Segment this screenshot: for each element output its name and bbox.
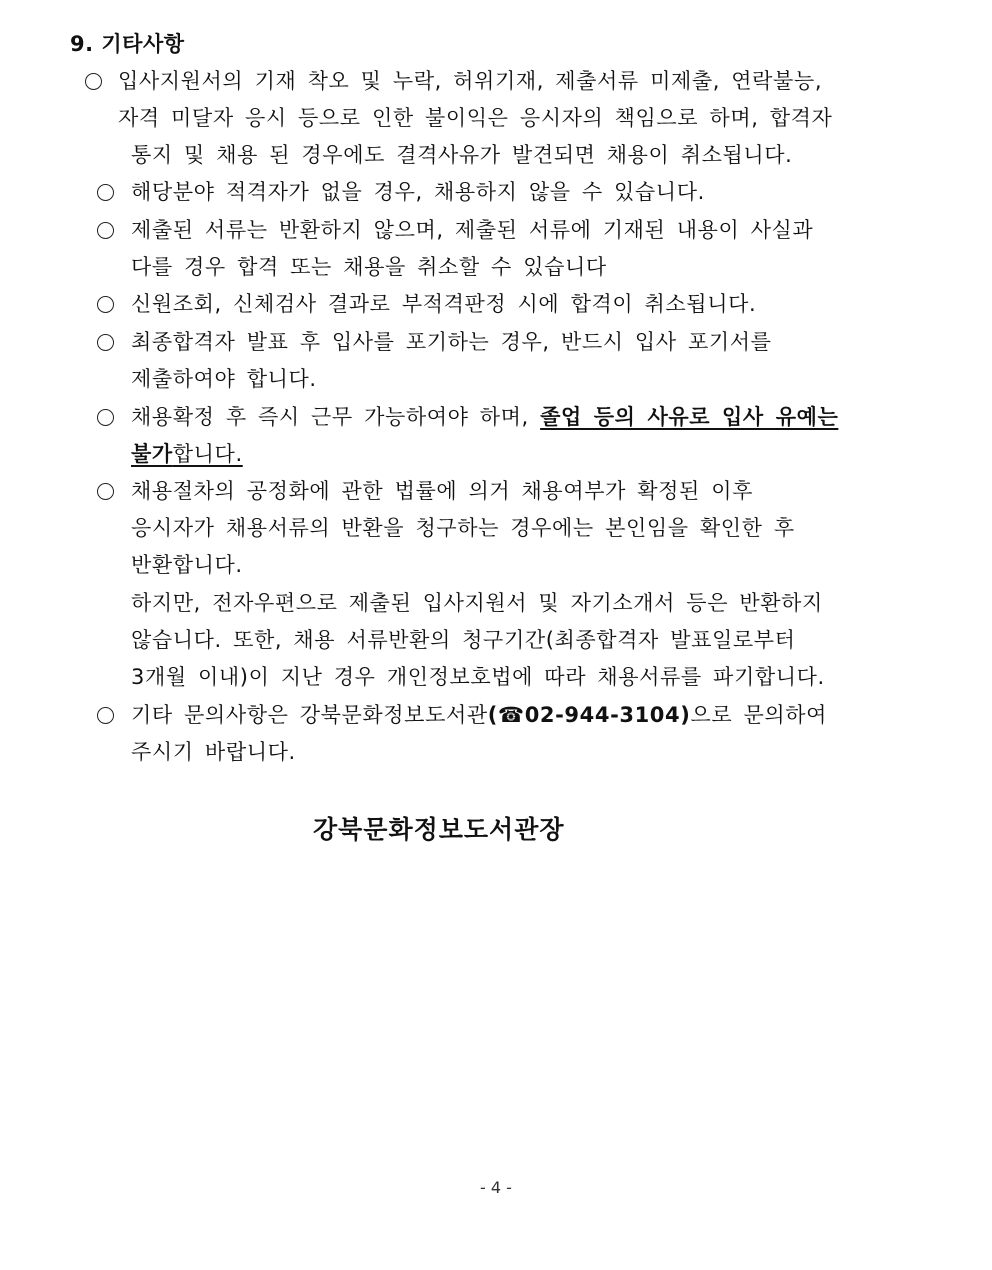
item-1-line-2: 자격 미달자 응시 등으로 인한 불이익은 응시자의 책임으로 하며, 합격자 — [118, 106, 833, 130]
item-7-line-6: 3개월 이내)이 지난 경우 개인정보호법에 따라 채용서류를 파기합니다. — [131, 665, 825, 689]
item-3-line-1: 제출된 서류는 반환하지 않으며, 제출된 서류에 기재된 내용이 사실과 — [131, 218, 814, 242]
item-7-line-2: 응시자가 채용서류의 반환을 청구하는 경우에는 본인임을 확인한 후 — [131, 516, 795, 540]
item-5-line-2: 제출하여야 합니다. — [131, 367, 317, 391]
item-1-line-1: 입사지원서의 기재 착오 및 누락, 허위기재, 제출서류 미제출, 연락불능, — [118, 69, 823, 93]
bullet-circle — [97, 296, 114, 313]
item-4-line-1: 신원조회, 신체검사 결과로 부적격판정 시에 합격이 취소됩니다. — [131, 292, 757, 316]
item-8-text-end: 으로 문의하여 — [690, 703, 828, 727]
item-8-text: 기타 문의사항은 강북문화정보도서관 — [131, 703, 488, 727]
bullet-circle — [97, 184, 114, 201]
section-heading: 9. 기타사항 — [70, 32, 185, 56]
page-number: - 4 - — [480, 1178, 512, 1197]
bullet-circle — [97, 409, 114, 426]
phone-number: (☎02-944-3104) — [487, 703, 691, 727]
item-3-line-2: 다를 경우 합격 또는 채용을 취소할 수 있습니다 — [131, 255, 607, 279]
item-7-line-3: 반환합니다. — [131, 553, 243, 577]
bullet-circle — [85, 73, 102, 90]
item-8-line-1 — [131, 700, 827, 730]
item-7-line-1: 채용절차의 공정화에 관한 법률에 의거 채용여부가 확정된 이후 — [131, 479, 753, 503]
bullet-circle — [97, 222, 114, 239]
bullet-circle — [97, 707, 114, 724]
bullet-circle — [97, 334, 114, 351]
item-5-line-1: 최종합격자 발표 후 입사를 포기하는 경우, 반드시 입사 포기서를 — [131, 330, 772, 354]
item-6-emphasis: 졸업 등의 사유로 입사 유예는 — [540, 405, 839, 429]
bullet-circle — [97, 483, 114, 500]
item-6-emphasis-cont: 불가 — [131, 442, 173, 466]
item-7-line-4: 하지만, 전자우편으로 제출된 입사지원서 및 자기소개서 등은 반환하지 — [131, 591, 823, 615]
item-6-line-1 — [131, 402, 838, 432]
item-8-line-2: 주시기 바랍니다. — [131, 740, 296, 764]
item-1-line-3: 통지 및 채용 된 경우에도 결격사유가 발견되면 채용이 취소됩니다. — [131, 143, 793, 167]
item-6-text-end: 합니다. — [172, 442, 243, 466]
item-6-line-2 — [131, 439, 243, 469]
item-7-line-5: 않습니다. 또한, 채용 서류반환의 청구기간(최종합격자 발표일로부터 — [131, 628, 796, 652]
item-6-text: 채용확정 후 즉시 근무 가능하여야 하며, — [131, 405, 541, 429]
signature: 강북문화정보도서관장 — [313, 815, 565, 844]
item-2-line-1: 해당분야 적격자가 없을 경우, 채용하지 않을 수 있습니다. — [131, 180, 705, 204]
